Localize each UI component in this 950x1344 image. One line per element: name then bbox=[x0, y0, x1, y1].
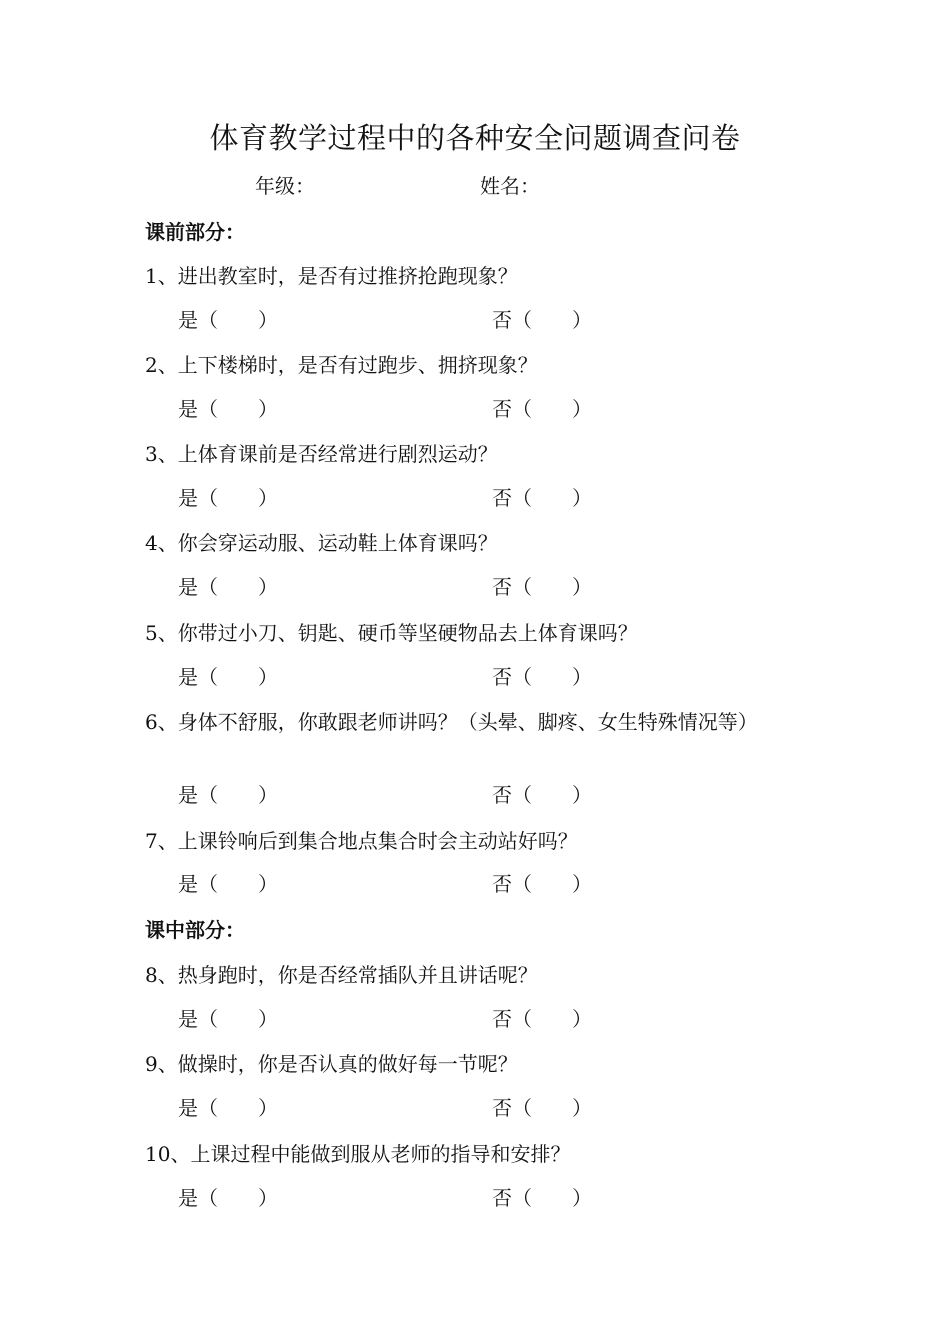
answer-no-label: 否（ bbox=[492, 308, 532, 332]
answer-no-5[interactable] bbox=[492, 663, 592, 691]
answer-close-paren: ） bbox=[572, 1007, 592, 1031]
answer-close-paren: ） bbox=[258, 1096, 278, 1120]
answer-close-paren: ） bbox=[572, 486, 592, 510]
answer-no-label: 否（ bbox=[492, 575, 532, 599]
answer-yes-9[interactable] bbox=[178, 1094, 278, 1122]
answer-yes-label: 是（ bbox=[178, 575, 218, 599]
page-title: 体育教学过程中的各种安全问题调查问卷 bbox=[209, 121, 741, 155]
answer-no-9[interactable] bbox=[492, 1094, 592, 1122]
question-9: 9、做操时，你是否认真的做好每一节呢？ bbox=[145, 1052, 518, 1076]
answer-close-paren: ） bbox=[258, 486, 278, 510]
answer-no-label: 否（ bbox=[492, 665, 532, 689]
answer-no-label: 否（ bbox=[492, 783, 532, 807]
answer-close-paren: ） bbox=[572, 872, 592, 896]
answer-close-paren: ） bbox=[258, 783, 278, 807]
section-title-during-class: 课中部分： bbox=[145, 918, 245, 942]
answer-no-10[interactable] bbox=[492, 1184, 592, 1212]
answer-no-label: 否（ bbox=[492, 1186, 532, 1210]
answer-no-label: 否（ bbox=[492, 1007, 532, 1031]
answer-close-paren: ） bbox=[572, 665, 592, 689]
answer-no-label: 否（ bbox=[492, 872, 532, 896]
answer-close-paren: ） bbox=[258, 1007, 278, 1031]
answer-no-4[interactable] bbox=[492, 573, 592, 601]
answer-yes-label: 是（ bbox=[178, 1186, 218, 1210]
answer-yes-1[interactable] bbox=[178, 306, 278, 334]
answer-close-paren: ） bbox=[258, 1186, 278, 1210]
answer-no-7[interactable] bbox=[492, 870, 592, 898]
answer-yes-3[interactable] bbox=[178, 484, 278, 512]
answer-no-6[interactable] bbox=[492, 781, 592, 809]
answer-yes-label: 是（ bbox=[178, 308, 218, 332]
answer-no-1[interactable] bbox=[492, 306, 592, 334]
answer-yes-label: 是（ bbox=[178, 1096, 218, 1120]
answer-close-paren: ） bbox=[258, 308, 278, 332]
question-8: 8、热身跑时，你是否经常插队并且讲话呢？ bbox=[145, 963, 538, 987]
question-4: 4、你会穿运动服、运动鞋上体育课吗？ bbox=[145, 531, 498, 555]
answer-yes-label: 是（ bbox=[178, 486, 218, 510]
question-1: 1、进出教室时，是否有过推挤抢跑现象？ bbox=[145, 264, 518, 288]
answer-no-label: 否（ bbox=[492, 486, 532, 510]
answer-close-paren: ） bbox=[258, 872, 278, 896]
answer-yes-7[interactable] bbox=[178, 870, 278, 898]
answer-yes-10[interactable] bbox=[178, 1184, 278, 1212]
answer-close-paren: ） bbox=[258, 575, 278, 599]
answer-yes-4[interactable] bbox=[178, 573, 278, 601]
answer-yes-2[interactable] bbox=[178, 395, 278, 423]
question-3: 3、上体育课前是否经常进行剧烈运动？ bbox=[145, 442, 498, 466]
answer-no-label: 否（ bbox=[492, 397, 532, 421]
answer-close-paren: ） bbox=[258, 397, 278, 421]
grade-field-label: 年级： bbox=[255, 174, 315, 198]
answer-no-8[interactable] bbox=[492, 1005, 592, 1033]
answer-yes-5[interactable] bbox=[178, 663, 278, 691]
answer-close-paren: ） bbox=[572, 1096, 592, 1120]
answer-yes-label: 是（ bbox=[178, 665, 218, 689]
answer-yes-label: 是（ bbox=[178, 872, 218, 896]
answer-close-paren: ） bbox=[572, 783, 592, 807]
answer-no-3[interactable] bbox=[492, 484, 592, 512]
answer-close-paren: ） bbox=[572, 1186, 592, 1210]
question-6: 6、身体不舒服，你敢跟老师讲吗？（头晕、脚疼、女生特殊情况等） bbox=[145, 710, 758, 734]
answer-yes-label: 是（ bbox=[178, 783, 218, 807]
answer-yes-8[interactable] bbox=[178, 1005, 278, 1033]
question-10: 10、上课过程中能做到服从老师的指导和安排？ bbox=[145, 1142, 571, 1166]
question-2: 2、上下楼梯时，是否有过跑步、拥挤现象？ bbox=[145, 353, 538, 377]
answer-no-2[interactable] bbox=[492, 395, 592, 423]
name-field-label: 姓名： bbox=[480, 174, 540, 198]
answer-close-paren: ） bbox=[572, 308, 592, 332]
answer-yes-label: 是（ bbox=[178, 1007, 218, 1031]
question-5: 5、你带过小刀、钥匙、硬币等坚硬物品去上体育课吗？ bbox=[145, 621, 638, 645]
question-7: 7、上课铃响后到集合地点集合时会主动站好吗？ bbox=[145, 829, 578, 853]
answer-close-paren: ） bbox=[572, 397, 592, 421]
answer-close-paren: ） bbox=[572, 575, 592, 599]
answer-no-label: 否（ bbox=[492, 1096, 532, 1120]
section-title-before-class: 课前部分： bbox=[145, 220, 245, 244]
answer-yes-6[interactable] bbox=[178, 781, 278, 809]
answer-close-paren: ） bbox=[258, 665, 278, 689]
answer-yes-label: 是（ bbox=[178, 397, 218, 421]
